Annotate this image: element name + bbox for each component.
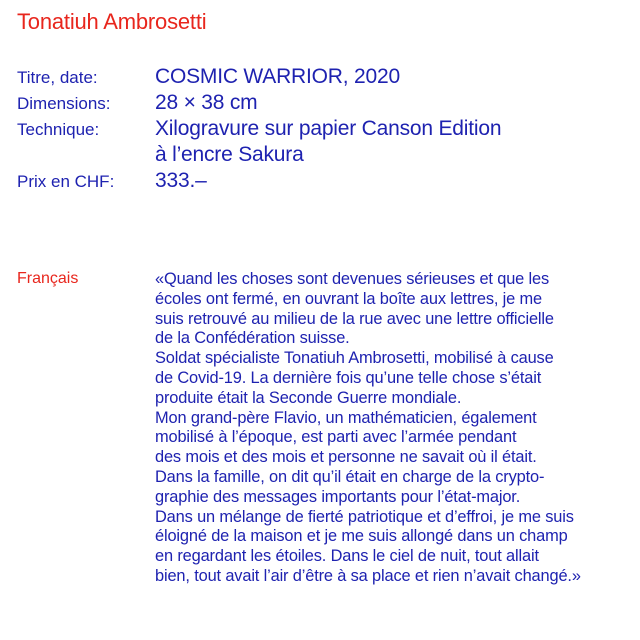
language-label: Français <box>17 270 79 287</box>
technique-label: Technique: <box>17 120 100 139</box>
title-label: Titre, date: <box>17 68 98 87</box>
dimensions-value: 28 × 38 cm <box>155 91 258 114</box>
artwork-details <box>17 64 627 194</box>
dimensions-row <box>17 90 627 116</box>
price-value: 333.– <box>155 169 207 192</box>
dimensions-label: Dimensions: <box>17 94 111 113</box>
technique-row <box>17 116 627 168</box>
title-value: COSMIC WARRIOR, 2020 <box>155 65 400 88</box>
price-row <box>17 168 627 194</box>
title-row <box>17 64 627 90</box>
artist-name: Tonatiuh Ambrosetti <box>17 9 207 34</box>
description-text: «Quand les choses sont devenues sérieuses et que les écoles ont fermé, en ouvrant la boîte aux lettres, je me suis retrouvé au milieu de la rue avec une lettre officielle de la Confédération suisse. Soldat spécialiste Tonatiuh Ambrosetti, mobilisé à cause de Covid-19. La dernière fois qu’une telle chose s’était produite était la Seconde Guerre mondiale. Mon grand-père Flavio, un mathématicien, également mobilisé à l’époque, est parti avec l’armée pendant des mois et des mois et personne ne savait où il était. Dans la famille, on dit qu’il était en charge de la crypto- graphie des messages importants pour l’état-major. Dans un mélange de fierté patriotique et d’effroi, je me suis éloigné de la maison et je me suis allongé dans un champ en regardant les étoiles. Dans le ciel de nuit, tout allait bien, tout avait l’air d’être à sa place et rien n’avait changé.» <box>155 270 581 585</box>
price-label: Prix en CHF: <box>17 172 115 191</box>
technique-value: Xilogravure sur papier Canson Edition à l’encre Sakura <box>155 117 502 166</box>
